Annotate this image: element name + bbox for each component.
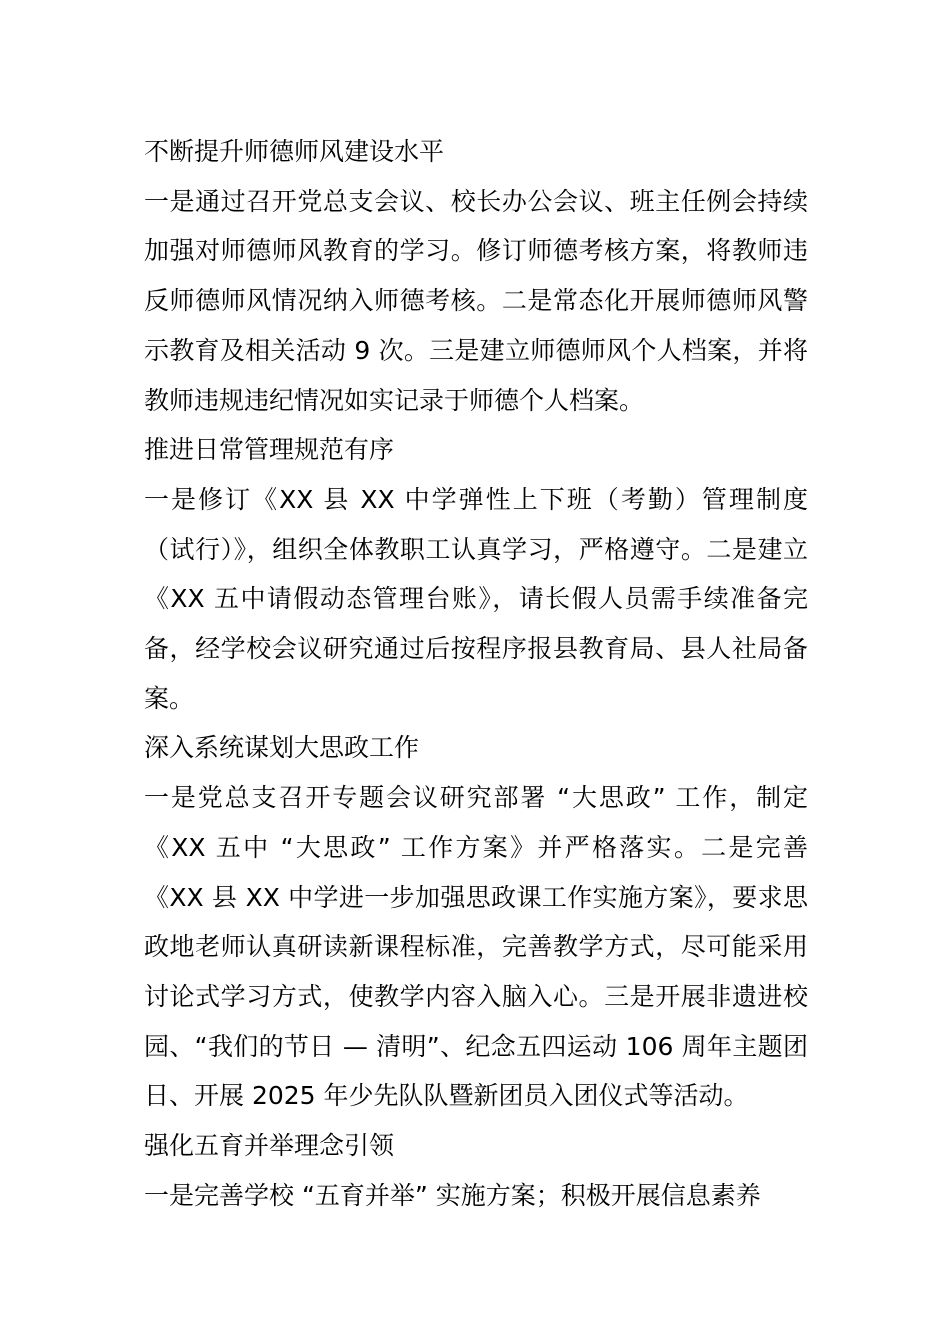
section-teacher-ethics — [144, 127, 808, 425]
section-body: 一是党总支召开专题会议研究部署 “大思政” 工作，制定《XX 五中 “大思政” 工作方案》并严格落实。二是完善《XX 县 XX 中学进一步加强思政课工作实施方案》，要求思政地老师认真研读新课程标准，完善教学方式，尽可能采用讨论式学习方式，使教学内容入脑入心。三是开展非遗进校园、“我们的节日 — 清明”、纪念五四运动 106 周年主题团日、开展 2025 年少先队队暨新团员入团仪式等活动。 — [144, 783, 808, 1111]
section-ideological-work — [144, 723, 808, 1121]
section-body: 一是修订《XX 县 XX 中学弹性上下班（考勤）管理制度（试行）》，组织全体教职工认真学习，严格遵守。二是建立《XX 五中请假动态管理台账》，请长假人员需手续准备完备，经学校会议研究通过后按程序报县教育局、县人社局备案。 — [144, 484, 808, 713]
section-heading: 深入系统谋划大思政工作 — [144, 733, 420, 763]
section-daily-management — [144, 425, 808, 723]
section-five-education — [144, 1121, 808, 1220]
section-heading: 不断提升师德师风建设水平 — [144, 137, 445, 166]
section-body: 一是通过召开党总支会议、校长办公会议、班主任例会持续加强对师德师风教育的学习。修订师德考核方案，将教师违反师德师风情况纳入师德考核。二是常态化开展师德师风警示教育及相关活动 9 次。三是建立师德师风个人档案，并将教师违规违纪情况如实记录于师德个人档案。 — [144, 186, 808, 415]
section-heading: 推进日常管理规范有序 — [144, 435, 395, 465]
section-body: 一是完善学校 “五育并举” 实施方案；积极开展信息素养 — [144, 1180, 761, 1210]
document-page — [144, 127, 808, 1220]
section-heading: 强化五育并举理念引领 — [144, 1131, 395, 1161]
